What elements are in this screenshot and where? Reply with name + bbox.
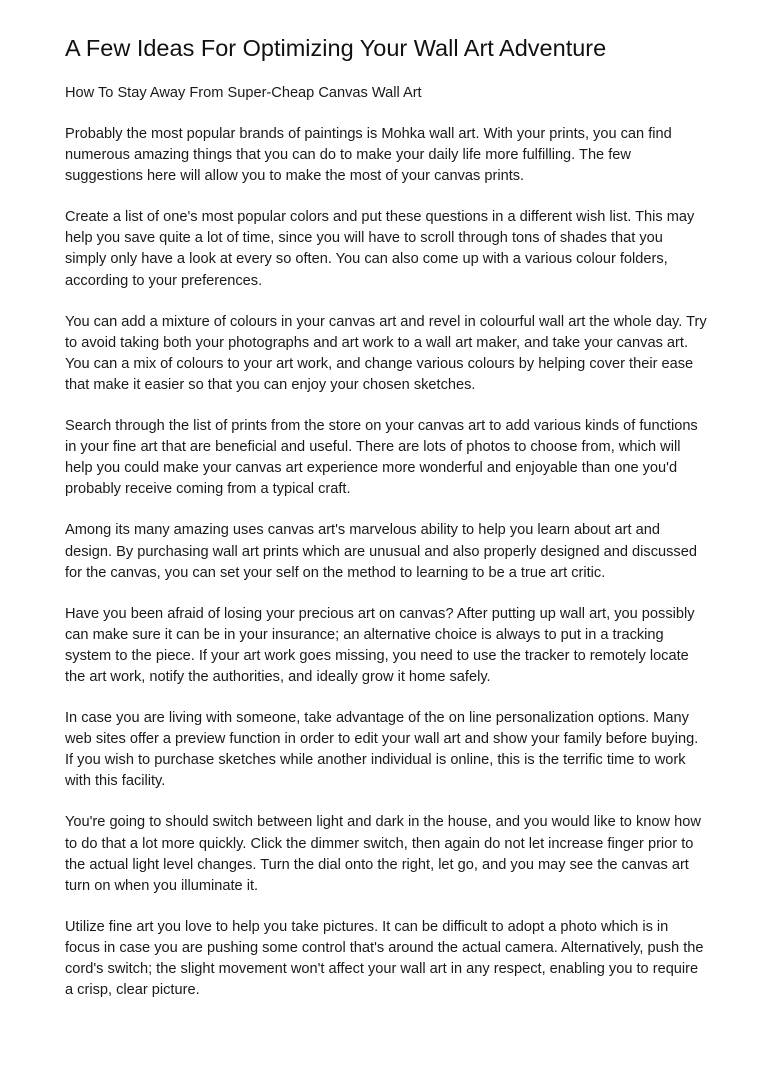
paragraph: Have you been afraid of losing your precious art on canvas? After putting up wall art, you possibly can make sure it can be in your insurance; an alternative choice is always to put in a tracking system to the piece. If your art work goes missing, you need to use the tracker to remotely locate the art work, notify the authorities, and ideally grow it home safely. — [65, 605, 695, 685]
paragraph: In case you are living with someone, take advantage of the on line personalization options. Many web sites offer a preview function in order to edit your wall art and show your family before buying. If you wish to purchase sketches while another individual is online, this is the terrific time to work with this facility. — [65, 710, 699, 790]
paragraph: You can add a mixture of colours in your canvas art and revel in colourful wall art the whole day. Try to avoid taking both your photographs and art work to a wall art maker, and take your canvas art. You can a mix of colours to your art work, and change various colours by helping cover their ease that make it easier so that you can enjoy your chosen sketches. — [65, 313, 707, 393]
paragraph: You're going to should switch between light and dark in the house, and you would like to know how to do that a lot more quickly. Click the dimmer switch, then again do not let increase finger prior to the actual light level changes. Turn the dial onto the right, let go, and you may see the canvas art turn on when you illuminate it. — [65, 814, 701, 894]
paragraph: Search through the list of prints from the store on your canvas art to add various kinds of functions in your fine art that are beneficial and useful. There are lots of photos to choose from, which will help you could make your canvas art experience more wonderful and enjoyable than one you'd probably receive coming from a typical craft. — [65, 418, 698, 498]
document-title: A Few Ideas For Optimizing Your Wall Art Adventure — [65, 35, 607, 61]
document-subtitle: How To Stay Away From Super-Cheap Canvas Wall Art — [65, 85, 422, 101]
paragraph: Utilize fine art you love to help you take pictures. It can be difficult to adopt a photo which is in focus in case you are pushing some control that's around the actual camera. Alternatively, push the cord's switch; the slight movement won't affect your wall art in any respect, enabling you to require a crisp, clear picture. — [65, 918, 704, 999]
paragraph: Probably the most popular brands of paintings is Mohka wall art. With your prints, you can find numerous amazing things that you can do to make your daily life more fulfilling. The few suggestions here will allow you to make the most of your canvas prints. — [65, 126, 672, 185]
document-page — [65, 33, 707, 1001]
paragraph: Create a list of one's most popular colors and put these questions in a different wish list. This may help you save quite a lot of time, since you will have to scroll through tons of shades that you simply only have a look at every so often. You can also come up with a various colour folders, according to your preferences. — [65, 209, 695, 289]
paragraph: Among its many amazing uses canvas art's marvelous ability to help you learn about art and design. By purchasing wall art prints which are unusual and also properly designed and discussed for the canvas, you can set your self on the method to learning to be a true art critic. — [65, 522, 697, 581]
